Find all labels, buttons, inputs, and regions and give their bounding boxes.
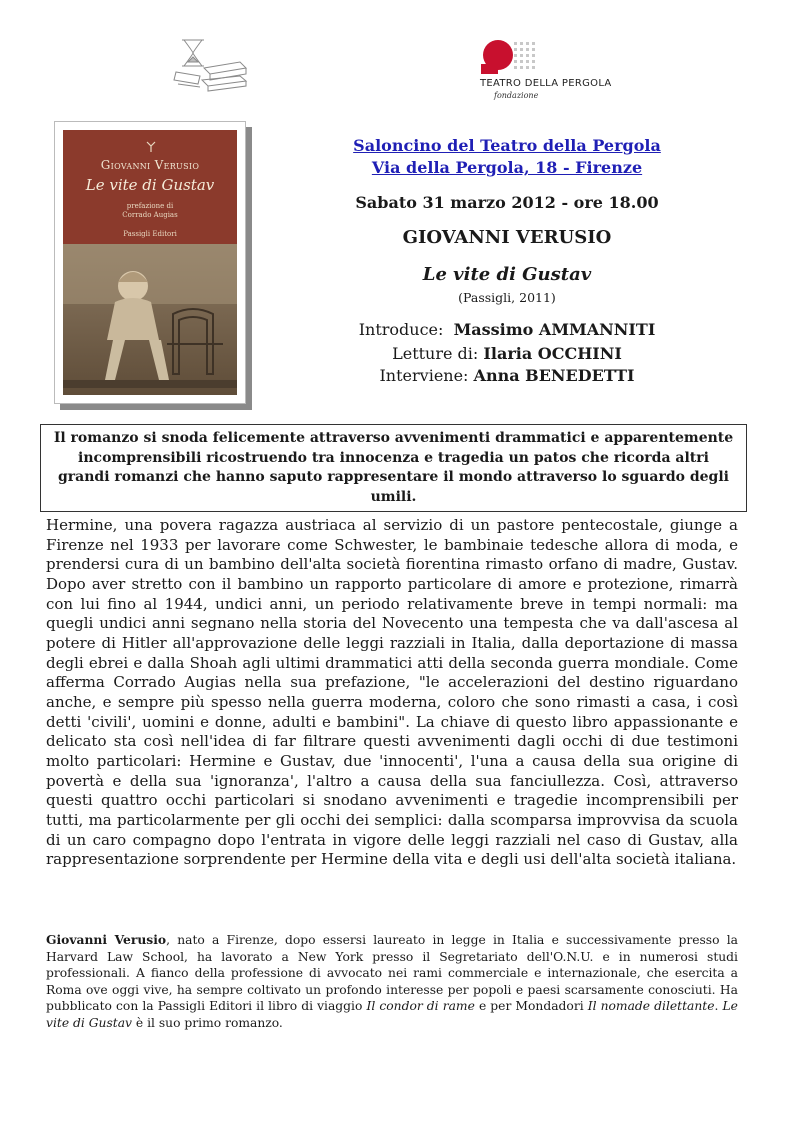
venue-address-link[interactable]: Via della Pergola, 18 - Firenze <box>371 158 643 177</box>
book-title: Le vite di Gustav <box>422 264 592 285</box>
credit-role: Letture di: <box>392 344 479 363</box>
author-bio <box>46 932 738 1031</box>
synopsis-box: Il romanzo si snoda felicemente attraverso avvenimenti drammatici e apparentemente incomprensibili ricostruendo tra innocenza e tragedia un patos che ricorda altri grandi romanzi che hanno saputo rappresentare il mondo attraverso lo sguardo degli umili. <box>40 424 747 512</box>
credit-person: Massimo AMMANNITI <box>453 320 656 339</box>
logo-name: TEATRO DELLA PERGOLA <box>480 78 612 89</box>
credit-introduce <box>320 320 694 339</box>
logo-subtitle: fondazione <box>494 91 539 100</box>
teatro-della-pergola-logo <box>478 38 618 108</box>
body-paragraph: Hermine, una povera ragazza austriaca al servizio di un pastore pentecostale, giunge a Firenze nel 1933 per lavorare come Schwester, le bambinaie tedesche allora di moda, e prendersi cura di un bambino dell'alta società fiorentina rimasto orfano di madre, Gustav. Dopo aver stretto con il bambino un rapporto particolare di amore e protezione, rimarrà con lui fino al 1944, undici anni, un periodo relativamente breve in tempi normali: ma quegli undici anni segnano nella storia del Novecento una tempesta che va dall'ascesa al potere di Hitler all'approvazione delle leggi razziali in Italia, dalla deportazione di massa degli ebrei e dalla Shoah agli ultimi drammatici atti della seconda guerra mondiale. Come afferma Corrado Augias nella sua prefazione, "le accelerazioni del destino riguardano anche, e sempre più spesso nella guerra moderna, coloro che sono rimasti a casa, i così detti 'civili', uomini e donne, adulti e bambini". La chiave di questo libro appassionante e delicato sta così nell'idea di far filtrare questi avvenimenti dagli occhi di due testimoni molto particolari: Hermine e Gustav, due 'innocenti', l'una a causa della sua origine di povertà e della sua 'ignoranza', l'altro a causa della sua fanciullezza. Così, attraverso questi quattro occhi particolari si snodano avvenimenti e tragedie incomprensibili per tutti, ma particolarmente per gli occhi dei semplici: dalla scomparsa improvvisa da scuola di un caro compagno dopo l'entrata in vigore delle leggi razziali nel caso di Gustav, alla rappresentazione sorprendente per Hermine della vita e degli usi dell'alta società italiana. <box>46 516 738 869</box>
cover-preface-line2: Corrado Augias <box>122 211 178 219</box>
author-name: GIOVANNI VERUSIO <box>402 227 612 248</box>
bio-text-2: e per Mondadori <box>474 999 588 1013</box>
bio-book-condor: Il condor di rame <box>366 999 475 1013</box>
credit-person: Ilaria OCCHINI <box>483 344 622 363</box>
bio-book-gustav: Le vite di Gustav <box>46 999 738 1030</box>
hourglass-books-illustration <box>168 36 250 94</box>
bio-text-4: è il suo primo romanzo. <box>132 1015 283 1030</box>
credit-role: Introduce: <box>358 320 444 339</box>
event-date: Sabato 31 marzo 2012 - ore 18.00 <box>355 193 659 212</box>
bio-book-nomade: Il nomade dilettante <box>587 999 715 1013</box>
credit-role: Interviene: <box>379 366 469 385</box>
cover-title: Le vite di Gustav <box>85 176 215 194</box>
book-publisher: (Passigli, 2011) <box>458 290 556 305</box>
bio-text-3: . <box>714 999 723 1013</box>
venue-name-link[interactable]: Saloncino del Teatro della Pergola <box>353 136 661 155</box>
credit-readings <box>320 344 694 363</box>
bio-author-name: Giovanni Verusio <box>46 932 167 947</box>
bio-text-1: , nato a Firenze, dopo essersi laureato in legge in Italia e successivamente presso la Harvard Law School, ha lavorato a New York presso il Segretariato dell'O.N.U. e in numerosi studi professionali. A fianco della professione di avvocato nei rami commerciale e internazionale, che esercita a Roma ove oggi vive, ha sempre coltivato un profondo interesse per popoli e paesi scarsamente conosciuti. Ha pubblicato con la Passigli Editori il libro di viaggio <box>46 933 738 1013</box>
book-cover-face <box>63 130 237 395</box>
cover-publisher: Passigli Editori <box>123 230 177 238</box>
cover-preface <box>63 202 237 220</box>
cover-author: Giovanni Verusio <box>100 158 200 172</box>
cover-child-photo <box>63 244 237 395</box>
cover-ornament-icon <box>63 136 237 156</box>
credit-person: Anna BENEDETTI <box>473 366 635 385</box>
credit-speaker <box>320 366 694 385</box>
pergola-logo-mark <box>478 38 538 78</box>
cover-preface-line1: prefazione di <box>126 202 174 210</box>
book-cover <box>54 121 246 404</box>
